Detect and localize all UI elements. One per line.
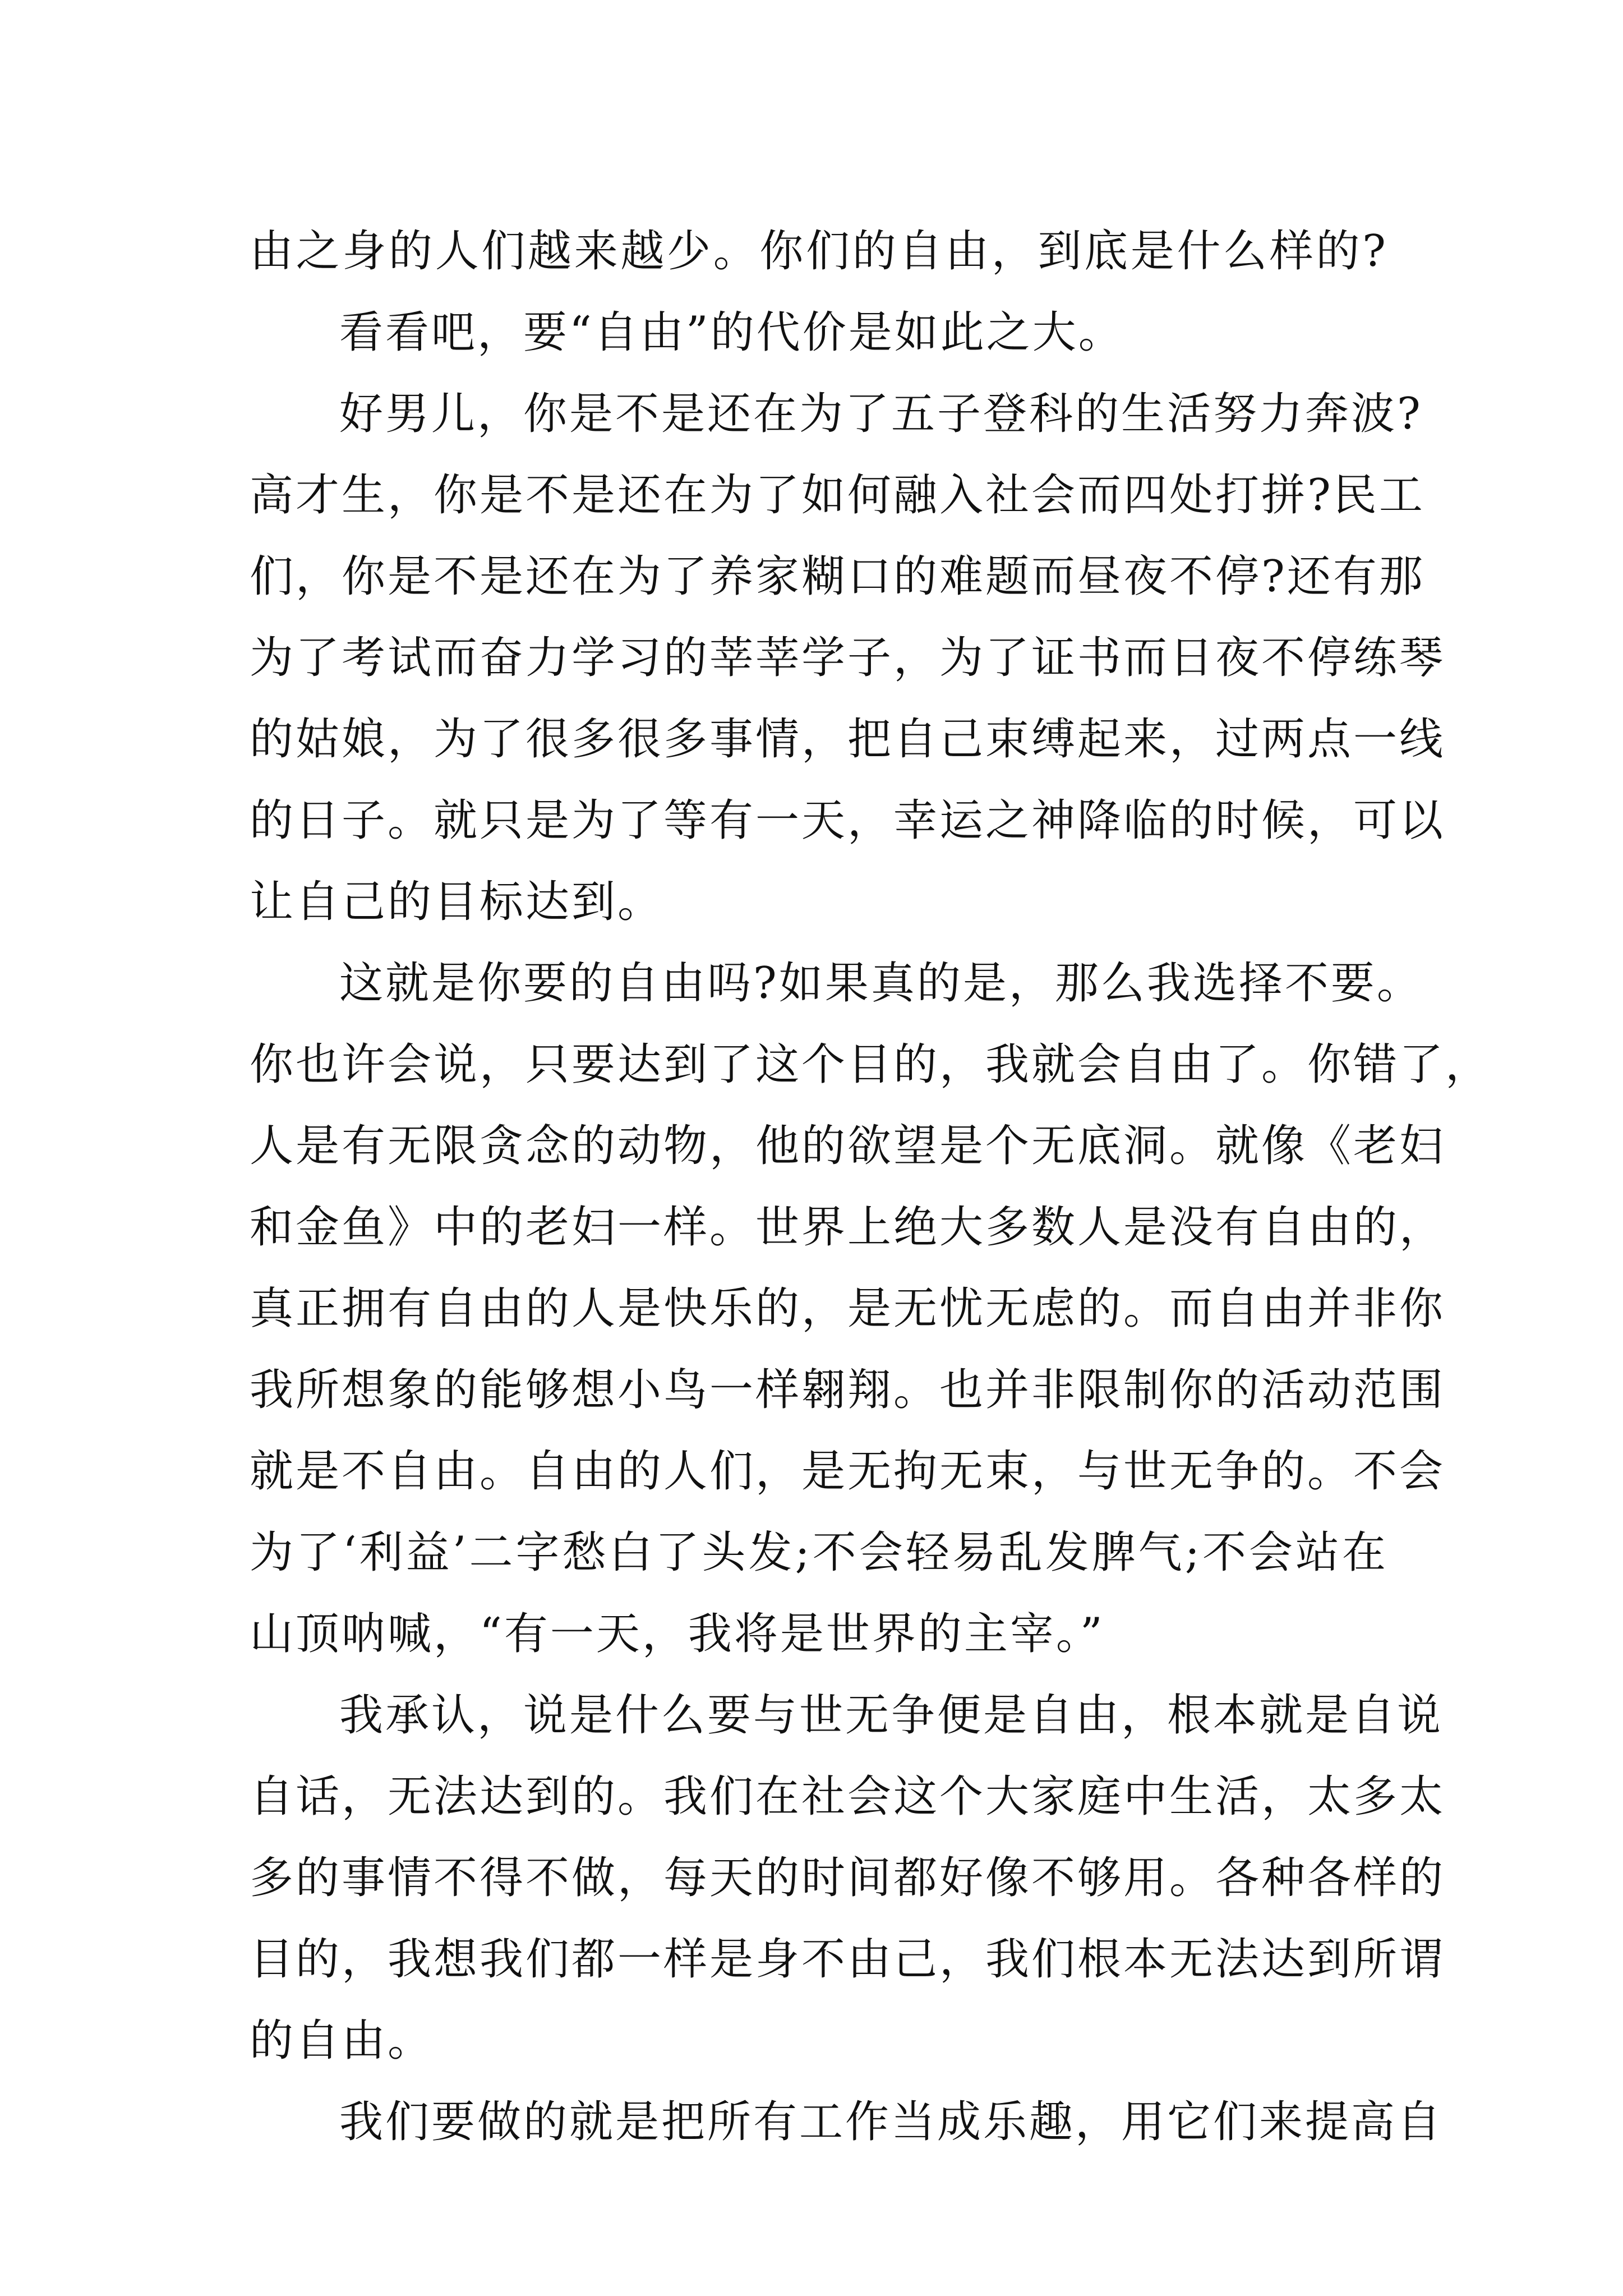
text-line: 看看吧，要“自由”的代价是如此之大。 (339, 307, 1124, 358)
text-line: 好男儿，你是不是还在为了五子登科的生活努力奔波? (339, 389, 1423, 439)
text-line: 我所想象的能够想小鸟一样翱翔。也并非限制你的活动范围 (250, 1365, 1446, 1415)
text-line: 高才生，你是不是还在为了如何融入社会而四处打拼?民工 (250, 470, 1425, 521)
text-line: 你也许会说，只要达到了这个目的，我就会自由了。你错了， (250, 1039, 1492, 1090)
text-line: 由之身的人们越来越少。你们的自由，到底是什么样的? (250, 226, 1388, 277)
text-line: 的自由。 (250, 2016, 434, 2066)
text-line: 我们要做的就是把所有工作当成乐趣，用它们来提高自 (339, 2097, 1444, 2147)
text-line: 们，你是不是还在为了养家糊口的难题而昼夜不停?还有那 (250, 551, 1425, 602)
text-line: 为了‘利益’二字愁白了头发;不会轻易乱发脾气;不会站在 (250, 1527, 1388, 1578)
text-line: 我承认，说是什么要与世无争便是自由，根本就是自说 (339, 1690, 1444, 1741)
document-body (250, 211, 1492, 2163)
text-line: 就是不自由。自由的人们，是无拘无束，与世无争的。不会 (250, 1446, 1446, 1497)
text-line: 目的，我想我们都一样是身不由己，我们根本无法达到所谓 (250, 1934, 1446, 1985)
text-line: 让自己的目标达到。 (250, 877, 664, 927)
text-line: 自话，无法达到的。我们在社会这个大家庭中生活，太多太 (250, 1772, 1446, 1822)
text-line: 为了考试而奋力学习的莘莘学子，为了证书而日夜不停练琴 (250, 633, 1446, 683)
text-line: 这就是你要的自由吗?如果真的是，那么我选择不要。 (339, 958, 1423, 1009)
text-line: 真正拥有自由的人是快乐的，是无忧无虑的。而自由并非你 (250, 1283, 1446, 1334)
text-line: 的日子。就只是为了等有一天，幸运之神降临的时候，可以 (250, 795, 1446, 846)
text-line: 人是有无限贪念的动物，他的欲望是个无底洞。就像《老妇 (250, 1121, 1446, 1171)
text-line: 山顶呐喊，“有一天，我将是世界的主宰。” (250, 1609, 1105, 1659)
text-line: 的姑娘，为了很多很多事情，把自己束缚起来，过两点一线 (250, 714, 1446, 765)
text-line: 和金鱼》中的老妇一样。世界上绝大多数人是没有自由的， (250, 1202, 1446, 1253)
text-line: 多的事情不得不做，每天的时间都好像不够用。各种各样的 (250, 1853, 1446, 1903)
